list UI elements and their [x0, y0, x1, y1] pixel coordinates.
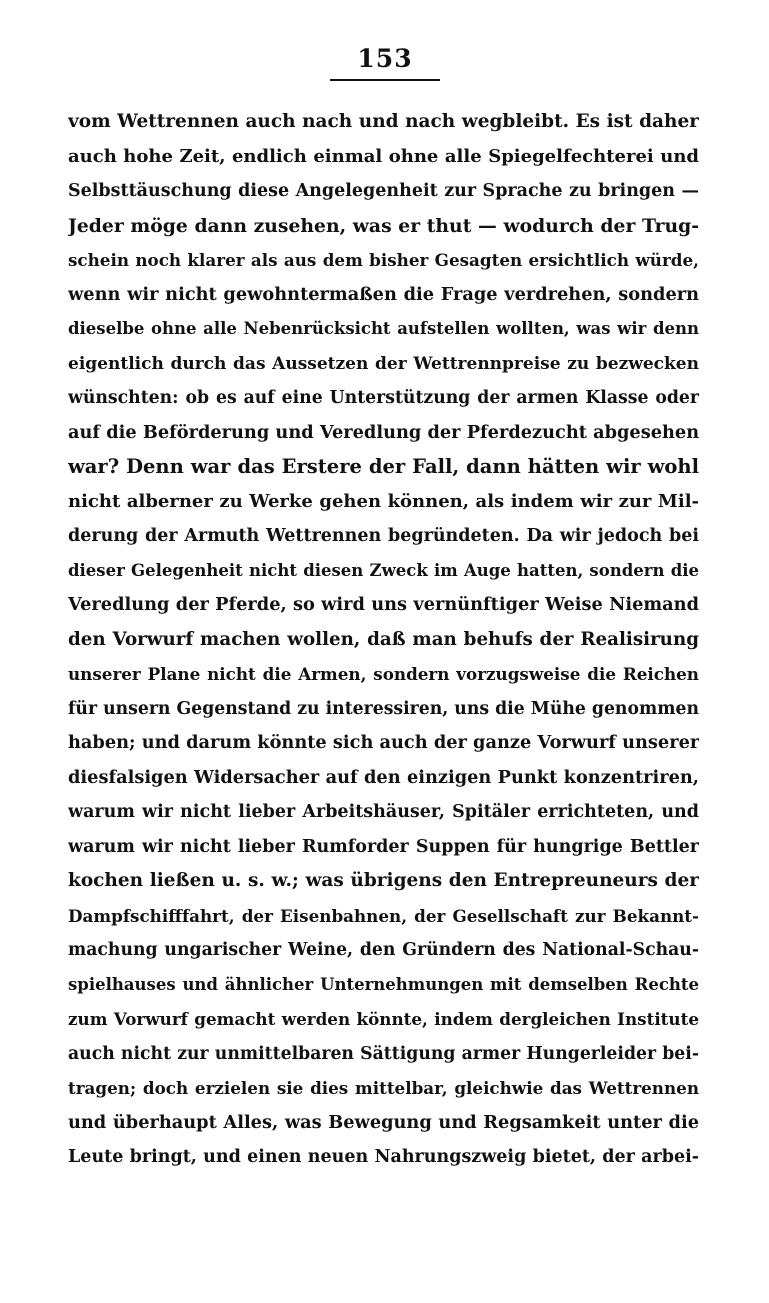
text-line: eigentlich durch das Aussetzen der Wettrennpreise zu bezwecken: [68, 353, 699, 374]
text-line: auf die Beförderung und Veredlung der Pferdezucht abgesehen: [68, 421, 699, 443]
text-line: tragen; doch erzielen sie dies mittelbar, gleichwie das Wettrennen: [68, 1078, 699, 1098]
text-line: auch hohe Zeit, endlich einmal ohne alle Spiegelfechterei und: [68, 145, 699, 167]
text-line: den Vorwurf machen wollen, daß man behufs der Realisirung: [68, 628, 699, 650]
text-line: war? Denn war das Erstere der Fall, dann hätten wir wohl: [68, 455, 699, 478]
page-number: 153: [357, 44, 413, 73]
text-line: vom Wettrennen auch nach und nach wegbleibt. Es ist daher: [68, 111, 699, 132]
text-line: schein noch klarer als aus dem bisher Gesagten ersichtlich würde,: [68, 250, 699, 270]
text-line: dieser Gelegenheit nicht diesen Zweck im Auge hatten, sondern die: [68, 560, 699, 580]
text-line: kochen ließen u. s. w.; was übrigens den Entrepreuneurs der: [68, 870, 699, 891]
text-line: spielhauses und ähnlicher Unternehmungen mit demselben Rechte: [68, 974, 699, 994]
text-line: und überhaupt Alles, was Bewegung und Regsamkeit unter die: [68, 1111, 699, 1133]
text-line: machung ungarischer Weine, den Gründern des National-Schau-: [68, 940, 699, 960]
text-line: wenn wir nicht gewohntermaßen die Frage verdrehen, sondern: [68, 283, 699, 305]
text-line: Leute bringt, und einen neuen Nahrungszweig bietet, der arbei-: [68, 1147, 699, 1167]
text-line: warum wir nicht lieber Rumforder Suppen für hungrige Bettler: [68, 836, 699, 857]
text-line: auch nicht zur unmittelbaren Sättigung armer Hungerleider bei-: [68, 1043, 699, 1064]
text-line: haben; und darum könnte sich auch der ganze Vorwurf unserer: [68, 732, 699, 753]
text-line: wünschten: ob es auf eine Unterstützung der armen Klasse oder: [68, 388, 699, 408]
text-line: Jeder möge dann zusehen, was er thut — wodurch der Trug-: [68, 214, 699, 237]
text-line: warum wir nicht lieber Arbeitshäuser, Spitäler errichteten, und: [68, 802, 699, 822]
text-line: für unsern Gegenstand zu interessiren, uns die Mühe genommen: [68, 698, 699, 719]
text-line: Selbsttäuschung diese Angelegenheit zur Sprache zu bringen —: [68, 181, 699, 201]
body-text: [68, 105, 699, 1175]
text-line: diesfalsigen Widersacher auf den einzigen Punkt konzentriren,: [68, 766, 699, 788]
header-rule: [330, 79, 440, 81]
text-line: Veredlung der Pferde, so wird uns vernünftiger Weise Niemand: [68, 594, 699, 615]
text-line: unserer Plane nicht die Armen, sondern vorzugsweise die Reichen: [68, 664, 699, 684]
text-line: dieselbe ohne alle Nebenrücksicht aufstellen wollten, was wir denn: [68, 319, 699, 338]
text-line: Dampfschifffahrt, der Eisenbahnen, der Gesellschaft zur Bekannt-: [68, 905, 699, 926]
text-line: derung der Armuth Wettrennen begründeten. Da wir jedoch bei: [68, 526, 699, 546]
text-line: nicht alberner zu Werke gehen können, als indem wir zur Mil-: [68, 490, 699, 512]
text-line: zum Vorwurf gemacht werden könnte, indem dergleichen Institute: [68, 1009, 699, 1029]
